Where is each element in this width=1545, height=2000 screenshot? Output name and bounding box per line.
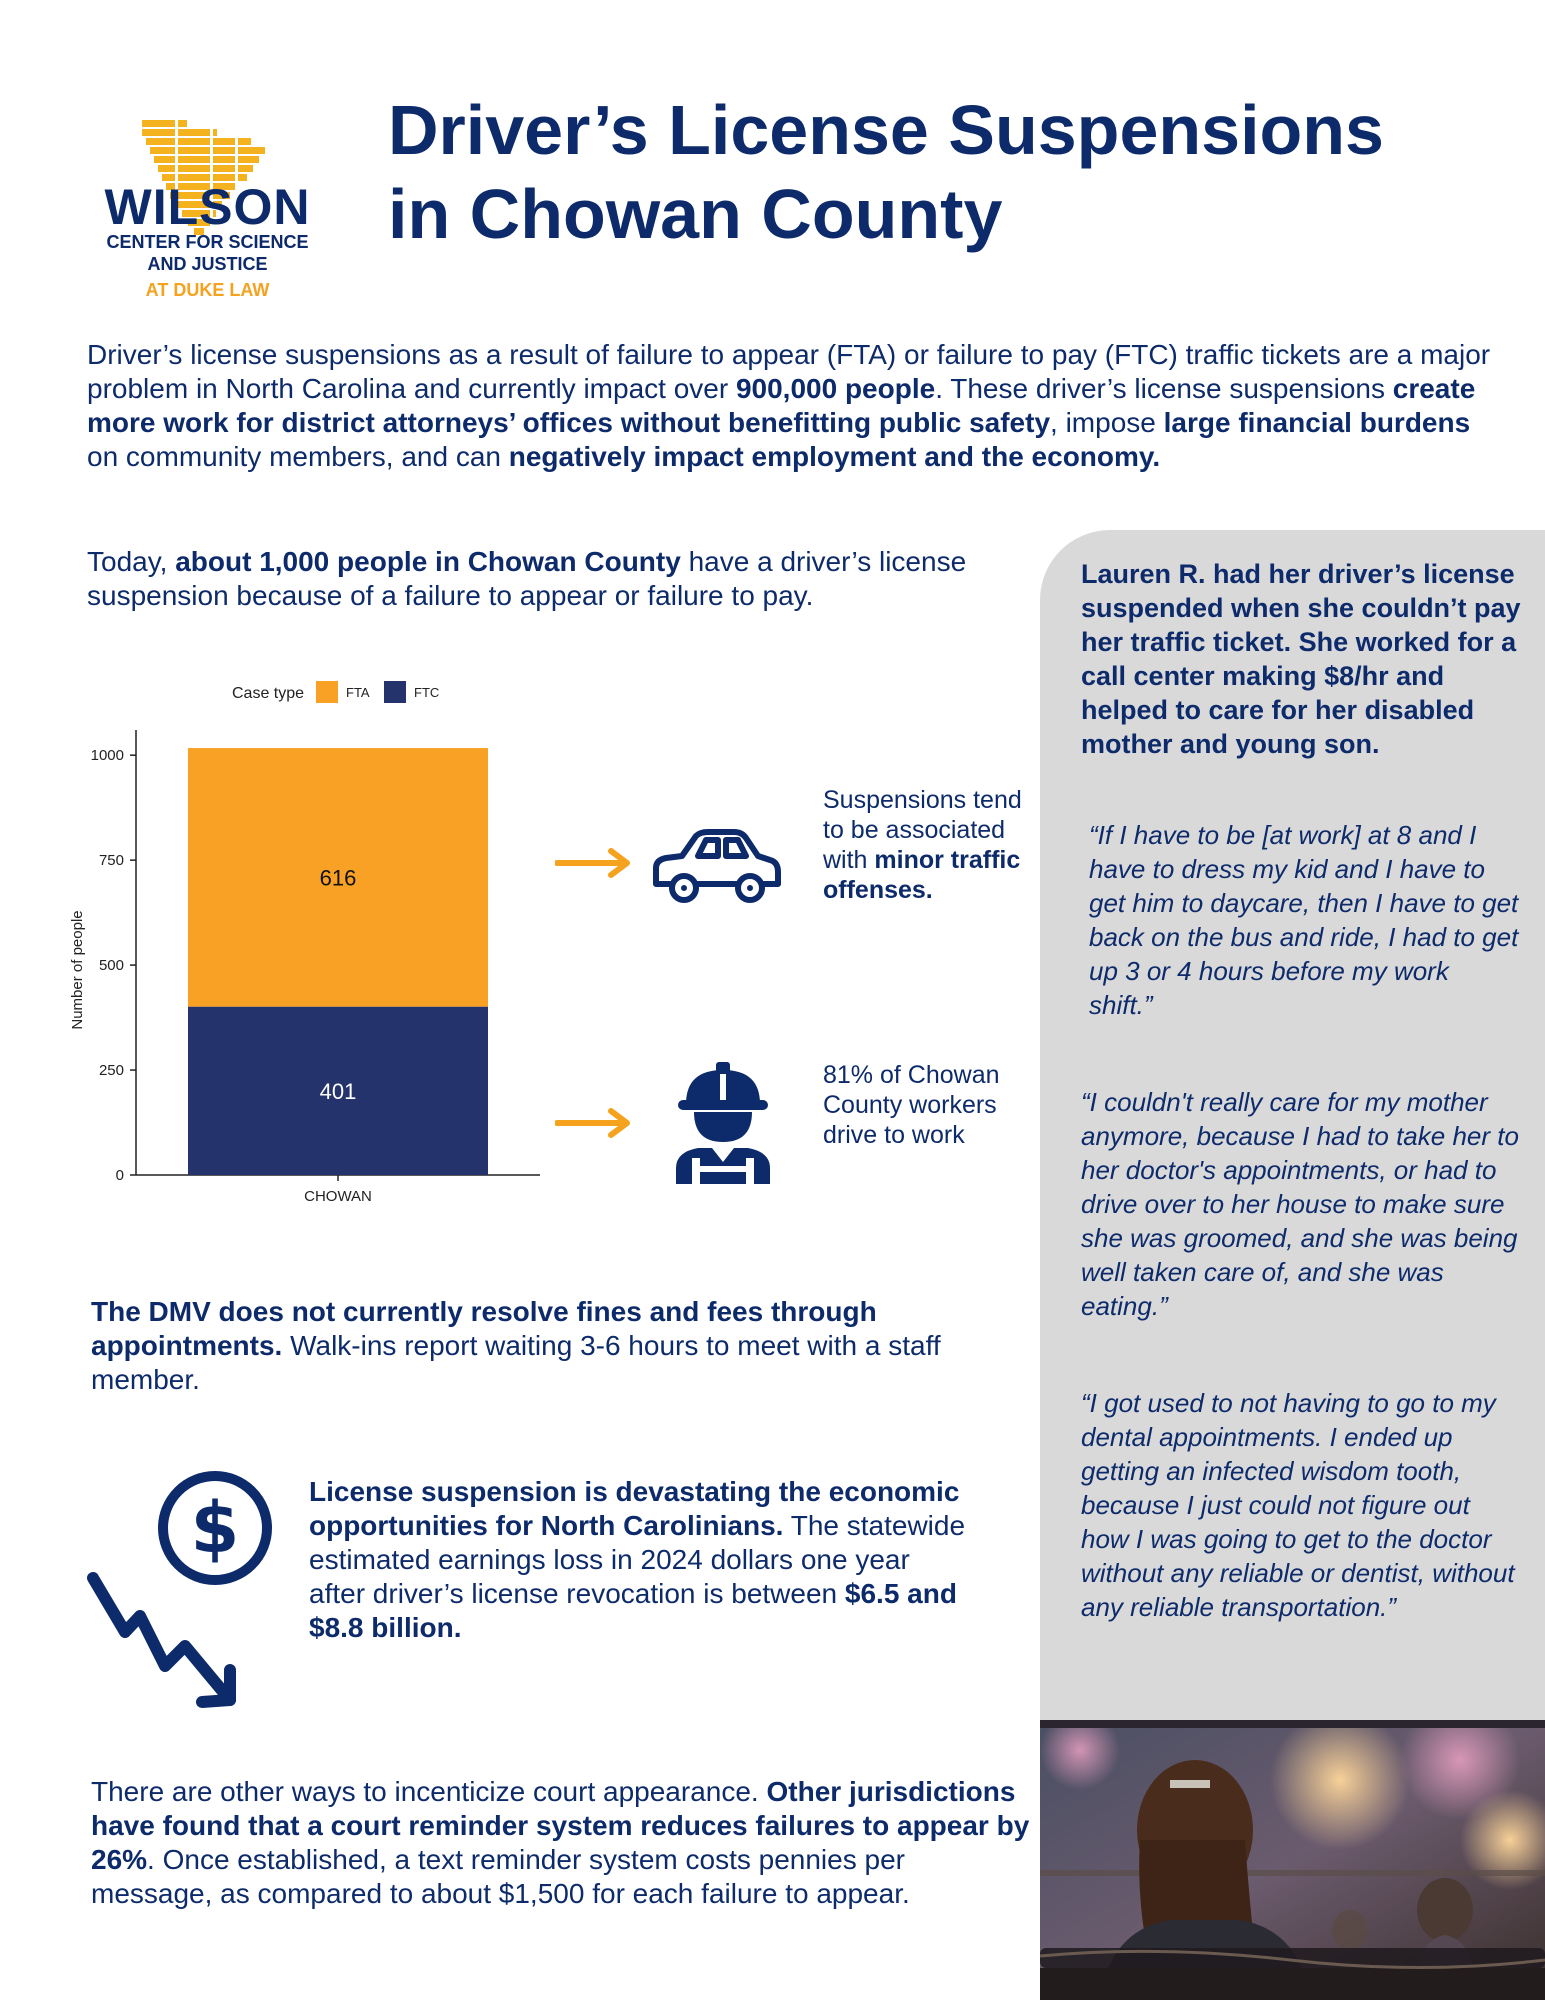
car-label-bold: minor traffic offenses. <box>823 846 1021 904</box>
today-paragraph <box>87 545 1037 613</box>
legend-swatch-ftc <box>384 681 406 703</box>
econ-bold: License suspension is devastating the economic opportunities for North Carolinians. <box>309 1476 960 1541</box>
intro-text: . These driver’s license suspensions <box>935 373 1393 404</box>
legend-label-ftc: FTC <box>414 685 440 700</box>
today-text: Today, <box>87 546 176 577</box>
intro-bold: 900,000 people <box>735 373 936 404</box>
worker-icon <box>668 1060 778 1185</box>
stacked-bar-chart <box>60 670 560 1210</box>
worker-label: 81% of Chowan County workers drive to work <box>823 1061 1000 1149</box>
intro-bold: large financial burdens <box>1163 407 1471 438</box>
y-tick-label: 1000 <box>90 747 124 765</box>
y-tick-label: 500 <box>98 957 124 975</box>
legend-label-fta: FTA <box>346 685 370 700</box>
arrow-right-icon <box>555 1108 635 1138</box>
econ-text: The statewide estimated earnings loss in 2024 dollars one year after driver’s license revocation is between <box>309 1510 966 1609</box>
legend-title: Case type <box>232 685 305 702</box>
econ-bold: $6.5 and $8.8 billion. <box>309 1578 957 1643</box>
dmv-bold: The DMV does not currently resolve fines and fees through appointments. <box>91 1296 877 1361</box>
reminder-paragraph <box>91 1775 1031 1911</box>
svg-text:$: $ <box>190 1487 240 1569</box>
quote-1: “If I have to be [at work] at 8 and I have to dress my kid and I have to get him to daycare, then I have to get back on the bus and ride, I had to get up 3 or 4 hours before my work shift.” <box>1089 820 1519 1020</box>
legend-swatch-fta <box>316 681 338 703</box>
quote-2: “I couldn't really care for my mother anymore, because I had to take her to her doctor's appointments, or had to drive over to her house to make sure she was groomed, and she was being well taken care of, and she was eating.” <box>1081 1087 1519 1321</box>
dmv-text: Walk-ins report waiting 3-6 hours to meet with a staff member. <box>91 1330 941 1395</box>
quote-3: “I got used to not having to go to my dental appointments. I ended up getting an infected wisdom tooth, because I just could not figure out how I was going to get to the doctor without any reliable or dentist, without any reliable transportation.” <box>1081 1388 1515 1622</box>
reminder-bold: Other jurisdictions have found that a court reminder system reduces failures to appear by 26% <box>91 1776 1030 1875</box>
intro-bold: create more work for district attorneys’ offices without benefitting public safety <box>87 373 1476 438</box>
intro-text: , impose <box>1050 407 1164 438</box>
car-icon <box>650 828 785 908</box>
dmv-paragraph <box>91 1295 991 1397</box>
downtrend-arrow-icon <box>85 1560 265 1710</box>
y-tick-label: 0 <box>115 1167 124 1184</box>
intro-text: on community members, and can <box>87 441 509 472</box>
arrow-right-icon <box>555 848 635 878</box>
reminder-text: There are other ways to incenticize court appearance. <box>91 1776 767 1807</box>
econ-paragraph <box>309 1475 969 1645</box>
intro-bold: negatively impact employment and the economy. <box>508 441 1161 472</box>
logo-subtitle-3: AT DUKE LAW <box>145 280 270 300</box>
chart-legend <box>232 681 439 703</box>
car-label <box>823 785 1023 905</box>
logo-wordmark: WILSON <box>104 179 311 235</box>
logo-subtitle-2: AND JUSTICE <box>147 254 268 274</box>
data-label-fta: 616 <box>319 865 357 891</box>
y-tick-label: 250 <box>98 1062 124 1080</box>
title-line-1: Driver’s License Suspensions <box>388 91 1384 169</box>
page-title <box>388 88 1438 256</box>
intro-paragraph <box>87 338 1497 474</box>
sidebar-intro: Lauren R. had her driver’s license suspended when she couldn’t pay her traffic ticket. She worked for a call center making $8/hr and helped to care for her disabled mother and young son. <box>1081 559 1521 759</box>
bus-photo <box>1040 1720 1545 2000</box>
title-line-2: in Chowan County <box>388 175 1003 253</box>
reminder-text: . Once established, a text reminder system costs pennies per message, as compared to about $1,500 for each failure to appear. <box>91 1844 910 1909</box>
car-label-text: Suspensions tend to be associated with <box>823 786 1022 874</box>
logo-subtitle-1: CENTER FOR SCIENCE <box>106 232 309 252</box>
today-text: have a driver’s license suspension because of a failure to appear or failure to pay. <box>87 546 967 611</box>
intro-text: Driver’s license suspensions as a result of failure to appear (FTA) or failure to pay (FTC) traffic tickets are a major problem in North Carolina and currently impact over <box>87 339 1491 404</box>
data-label-ftc: 401 <box>319 1078 357 1104</box>
x-tick-label: CHOWAN <box>304 1188 372 1205</box>
today-bold: about 1,000 people in Chowan County <box>175 546 681 577</box>
y-axis-label: Number of people <box>69 910 86 1030</box>
y-tick-label: 750 <box>98 852 124 870</box>
